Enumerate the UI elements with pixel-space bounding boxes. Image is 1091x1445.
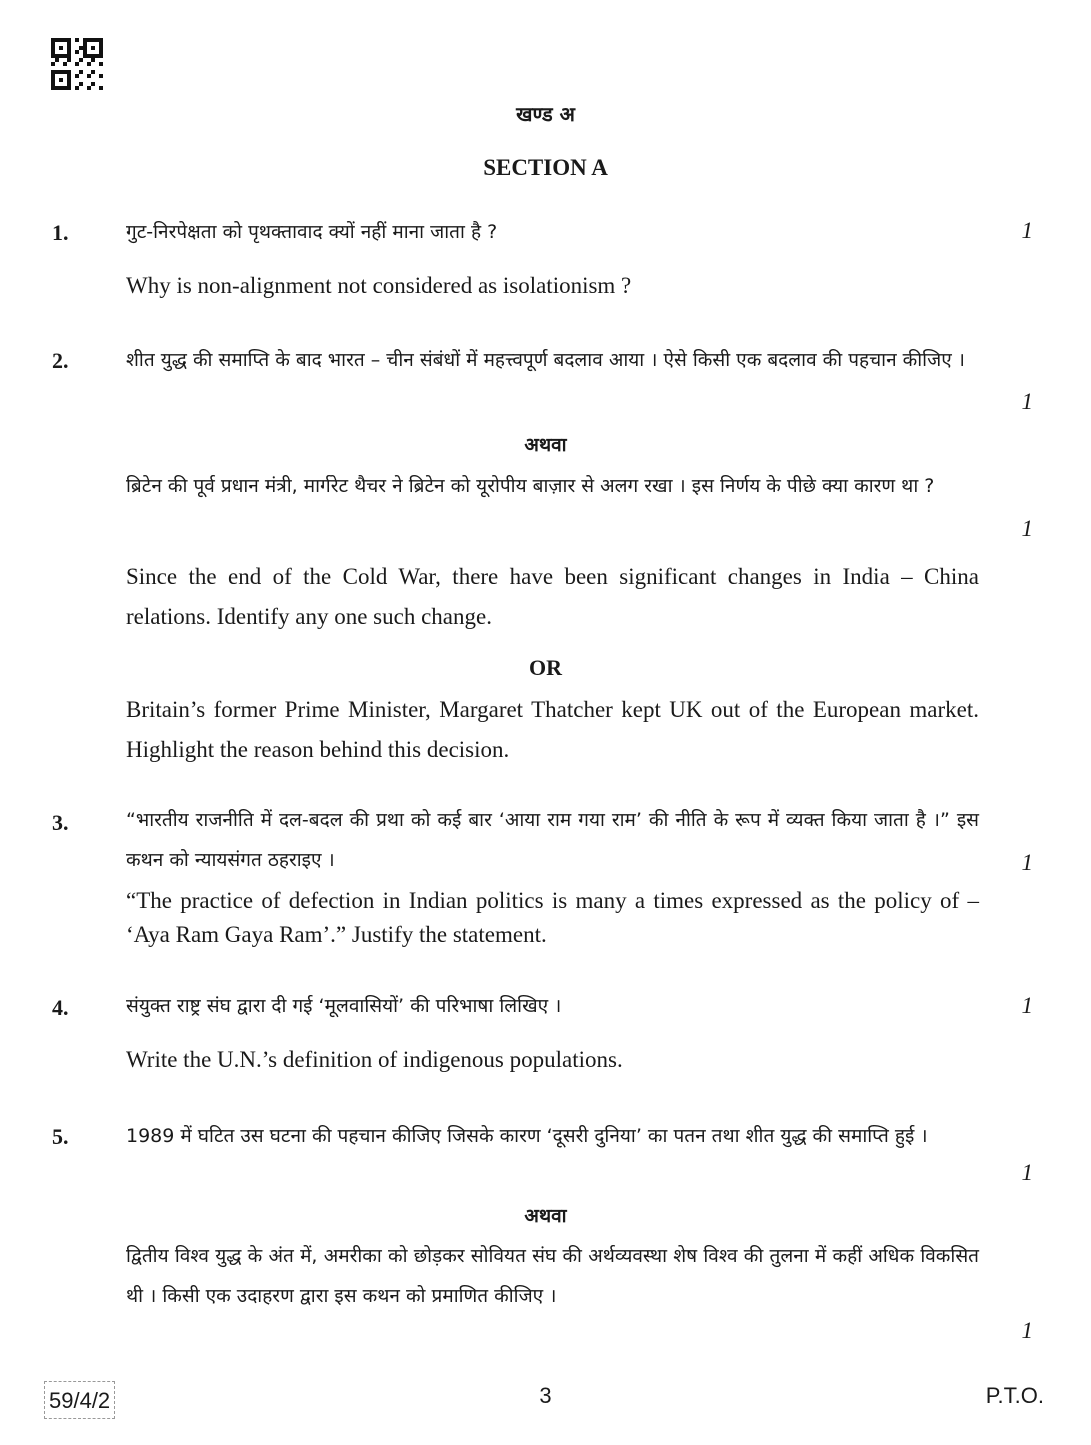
please-turn-over: P.T.O. xyxy=(985,1383,1044,1408)
question-text-english: Why is non-alignment not considered as isolationism ? xyxy=(126,273,632,298)
qr-code xyxy=(51,38,103,90)
question-number: 4. xyxy=(52,995,69,1020)
question-text-hindi: संयुक्त राष्ट्र संघ द्वारा दी गई ‘मूलवासियों’ की परिभाषा लिखिए । xyxy=(126,995,562,1017)
question-number: 3. xyxy=(52,810,69,835)
question-text-hindi: शीत युद्ध की समाप्ति के बाद भारत – चीन संबंधों में महत्त्वपूर्ण बदलाव आया । ऐसे किसी एक बदलाव की पहचान कीजिए । xyxy=(126,349,965,371)
question-text-english: Since the end of the Cold War, there have been significant changes in India – China relations. Identify any one such change. xyxy=(126,564,979,629)
question-text-english: Write the U.N.’s definition of indigenous populations. xyxy=(126,1047,623,1072)
marks: 1 xyxy=(1021,1160,1033,1185)
or-separator-english: OR xyxy=(529,655,562,680)
section-title-english: SECTION A xyxy=(483,155,608,180)
question-text-hindi: गुट-निरपेक्षता को पृथक्तावाद क्यों नहीं माना जाता है ? xyxy=(126,221,498,243)
question-alt-text-hindi: द्वितीय विश्व युद्ध के अंत में, अमरीका को छोड़कर सोवियत संघ की अर्थव्यवस्था शेष विश्व की तुलना में कहीं अधिक विकसित थी । किसी एक उदाहरण द्वारा इस कथन को प्रमाणित कीजिए । xyxy=(126,1245,979,1307)
marks: 1 xyxy=(1021,389,1033,414)
question-alt-text-english: Britain’s former Prime Minister, Margaret Thatcher kept UK out of the European market. Highlight the reason behind this decision. xyxy=(126,697,979,762)
paper-code-text: 59/4/2 xyxy=(49,1388,111,1413)
marks: 1 xyxy=(1021,850,1033,875)
question-alt-text-hindi: ब्रिटेन की पूर्व प्रधान मंत्री, मार्गरेट थैचर ने ब्रिटेन को यूरोपीय बाज़ार से अलग रखा । इस निर्णय के पीछे क्या कारण था ? xyxy=(126,475,935,497)
page-number: 3 xyxy=(539,1383,552,1408)
marks: 1 xyxy=(1021,516,1033,541)
question-text-english: “The practice of defection in Indian politics is many a times expressed as the policy of – ‘Aya Ram Gaya Ram’.” Justify the statement. xyxy=(126,888,979,947)
marks: 1 xyxy=(1021,1318,1033,1343)
or-separator-hindi: अथवा xyxy=(524,434,567,456)
marks: 1 xyxy=(1021,218,1033,243)
section-title-hindi: खण्ड अ xyxy=(516,102,575,126)
question-number: 5. xyxy=(52,1124,69,1149)
question-number: 2. xyxy=(52,348,69,373)
marks: 1 xyxy=(1021,993,1033,1018)
or-separator-hindi: अथवा xyxy=(524,1205,567,1227)
question-text-hindi: “भारतीय राजनीति में दल-बदल की प्रथा को कई बार ‘आया राम गया राम’ की नीति के रूप में व्यक्त किया जाता है ।” इस कथन को न्यायसंगत ठहराइए । xyxy=(126,809,979,871)
question-number: 1. xyxy=(52,220,69,245)
question-text-hindi: 1989 में घटित उस घटना की पहचान कीजिए जिसके कारण ‘दूसरी दुनिया’ का पतन तथा शीत युद्ध की समाप्ति हुई । xyxy=(126,1125,928,1147)
